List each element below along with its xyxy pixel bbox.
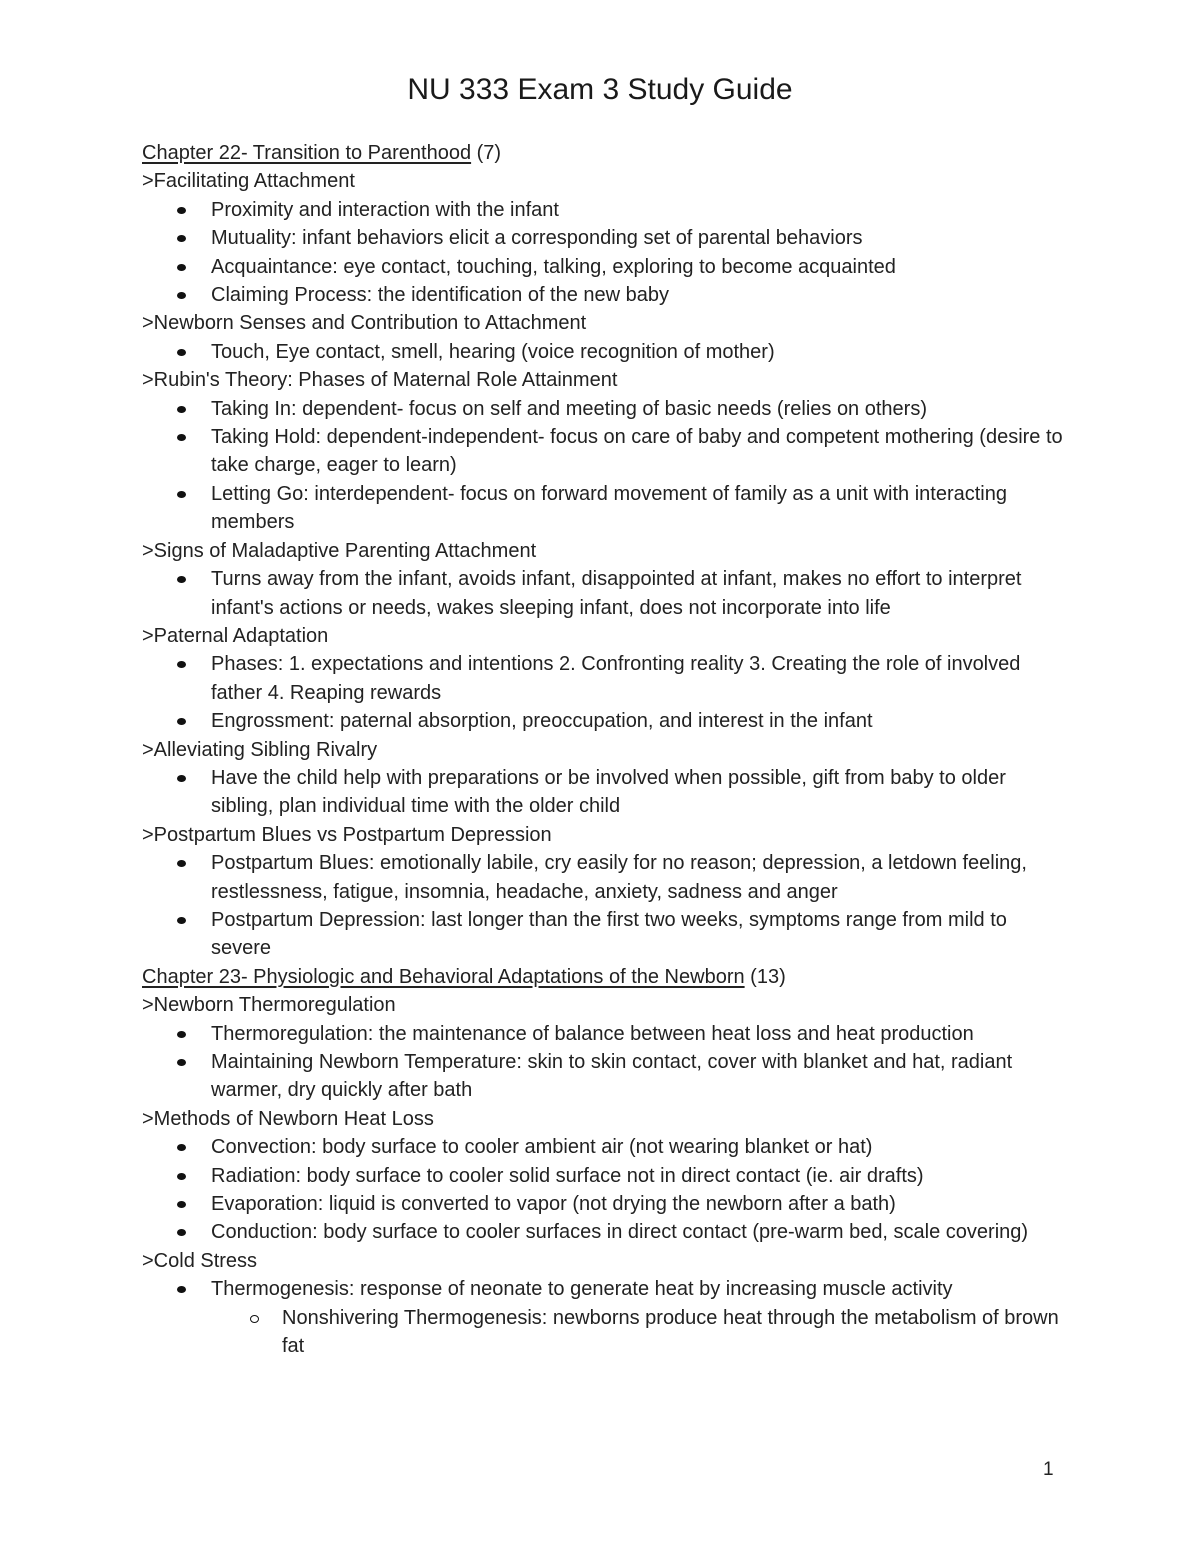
bullet-item xyxy=(142,338,1072,366)
sub-bullet-item xyxy=(142,1304,1072,1361)
bullet-icon xyxy=(177,775,186,782)
bullet-item xyxy=(142,707,1072,735)
section-heading: >Alleviating Sibling Rivalry xyxy=(142,738,378,761)
bullet-text: Letting Go: interdependent- focus on forward movement of family as a unit with interacting members xyxy=(211,482,1007,534)
bullet-icon xyxy=(177,349,186,356)
bullet-icon xyxy=(177,661,186,668)
bullet-item xyxy=(142,764,1072,821)
section-heading: >Paternal Adaptation xyxy=(142,624,329,647)
bullet-text: Postpartum Blues: emotionally labile, cry easily for no reason; depression, a letdown feeling, restlessness, fatigue, insomnia, headache, anxiety, sadness and anger xyxy=(211,852,1027,903)
bullet-item xyxy=(142,565,1072,622)
bullet-item xyxy=(142,1218,1072,1246)
bullet-text: Taking Hold: dependent-independent- focus on care of baby and competent mothering (desire to take charge, eager to learn) xyxy=(211,426,1063,477)
bullet-text: Postpartum Depression: last longer than the first two weeks, symptoms range from mild to severe xyxy=(211,908,1007,960)
page-number: 1 xyxy=(1043,1459,1054,1480)
chapter-22-title: Chapter 22- Transition to Parenthood xyxy=(142,142,472,164)
bullet-icon xyxy=(177,235,186,242)
bullet-item xyxy=(142,1020,1072,1048)
bullet-icon xyxy=(177,1229,186,1236)
chapter-22-count: (7) xyxy=(471,142,502,164)
bullet-icon xyxy=(177,718,186,725)
bullet-item xyxy=(142,906,1072,963)
bullet-icon xyxy=(177,860,186,867)
bullet-icon xyxy=(177,292,186,299)
section-heading: >Newborn Senses and Contribution to Attachment xyxy=(142,312,587,335)
bullet-text: Proximity and interaction with the infant xyxy=(211,198,559,221)
bullet-icon xyxy=(177,1286,186,1293)
chapter-heading xyxy=(142,963,1072,991)
bullet-icon xyxy=(177,1201,186,1208)
study-guide-content xyxy=(142,139,1072,1360)
bullet-icon xyxy=(177,491,186,498)
bullet-icon xyxy=(177,434,186,441)
bullet-icon xyxy=(177,1173,186,1180)
bullet-item xyxy=(142,650,1072,707)
bullet-item xyxy=(142,1190,1072,1218)
bullet-text: Convection: body surface to cooler ambient air (not wearing blanket or hat) xyxy=(211,1136,873,1159)
bullet-item xyxy=(142,395,1072,423)
bullet-item xyxy=(142,1133,1072,1161)
bullet-item xyxy=(142,281,1072,309)
bullet-icon xyxy=(177,207,186,214)
bullet-text: Turns away from the infant, avoids infant, disappointed at infant, makes no effort to interpret infant's actions or needs, wakes sleeping infant, does not incorporate into life xyxy=(211,568,1022,619)
bullet-text: Conduction: body surface to cooler surfaces in direct contact (pre-warm bed, scale covering) xyxy=(211,1221,1029,1244)
bullet-text: Mutuality: infant behaviors elicit a corresponding set of parental behaviors xyxy=(211,227,863,250)
chapter-23-title: Chapter 23- Physiologic and Behavioral Adaptations of the Newborn xyxy=(142,965,745,988)
bullet-text: Radiation: body surface to cooler solid surface not in direct contact (ie. air drafts) xyxy=(211,1164,924,1187)
bullet-icon xyxy=(177,264,186,271)
bullet-text: Touch, Eye contact, smell, hearing (voice recognition of mother) xyxy=(211,340,775,363)
section-heading: >Newborn Thermoregulation xyxy=(142,994,396,1017)
section-heading: >Cold Stress xyxy=(142,1249,258,1272)
bullet-icon xyxy=(177,576,186,583)
hollow-bullet-icon xyxy=(250,1315,259,1323)
bullet-text: Have the child help with preparations or be involved when possible, gift from baby to older sibling, plan individual time with the older child xyxy=(211,766,1006,818)
bullet-text: Thermogenesis: response of neonate to generate heat by increasing muscle activity xyxy=(211,1278,953,1301)
bullet-text: Maintaining Newborn Temperature: skin to skin contact, cover with blanket and hat, radiant warmer, dry quickly after bath xyxy=(211,1051,1013,1102)
bullet-text: Phases: 1. expectations and intentions 2. Confronting reality 3. Creating the role of involved father 4. Reaping rewards xyxy=(211,653,1021,704)
chapter-23-count: (13) xyxy=(744,965,786,988)
section-heading: >Postpartum Blues vs Postpartum Depression xyxy=(142,823,552,846)
bullet-item xyxy=(142,253,1072,281)
bullet-item xyxy=(142,423,1072,480)
bullet-item xyxy=(142,849,1072,906)
bullet-item xyxy=(142,1162,1072,1190)
bullet-item xyxy=(142,224,1072,252)
bullet-icon xyxy=(177,917,186,924)
bullet-item xyxy=(142,1048,1072,1105)
section-heading: >Facilitating Attachment xyxy=(142,170,355,193)
bullet-icon xyxy=(177,1059,186,1066)
chapter-heading xyxy=(142,139,1072,167)
bullet-icon xyxy=(177,1144,186,1151)
bullet-text: Engrossment: paternal absorption, preoccupation, and interest in the infant xyxy=(211,710,873,733)
sub-bullet-text: Nonshivering Thermogenesis: newborns produce heat through the metabolism of brown fat xyxy=(282,1306,1059,1358)
bullet-text: Taking In: dependent- focus on self and meeting of basic needs (relies on others) xyxy=(211,397,927,420)
bullet-icon xyxy=(177,406,186,413)
bullet-icon xyxy=(177,1031,186,1038)
bullet-item xyxy=(142,1275,1072,1303)
section-heading: >Signs of Maladaptive Parenting Attachment xyxy=(142,539,537,562)
section-heading: >Rubin's Theory: Phases of Maternal Role Attainment xyxy=(142,369,618,392)
bullet-item xyxy=(142,196,1072,224)
bullet-text: Acquaintance: eye contact, touching, talking, exploring to become acquainted xyxy=(211,255,896,278)
section-heading: >Methods of Newborn Heat Loss xyxy=(142,1107,434,1130)
bullet-text: Evaporation: liquid is converted to vapor (not drying the newborn after a bath) xyxy=(211,1193,896,1216)
bullet-text: Claiming Process: the identification of the new baby xyxy=(211,284,670,307)
bullet-item xyxy=(142,480,1072,537)
page-title: NU 333 Exam 3 Study Guide xyxy=(407,73,793,106)
bullet-text: Thermoregulation: the maintenance of balance between heat loss and heat production xyxy=(211,1022,974,1045)
